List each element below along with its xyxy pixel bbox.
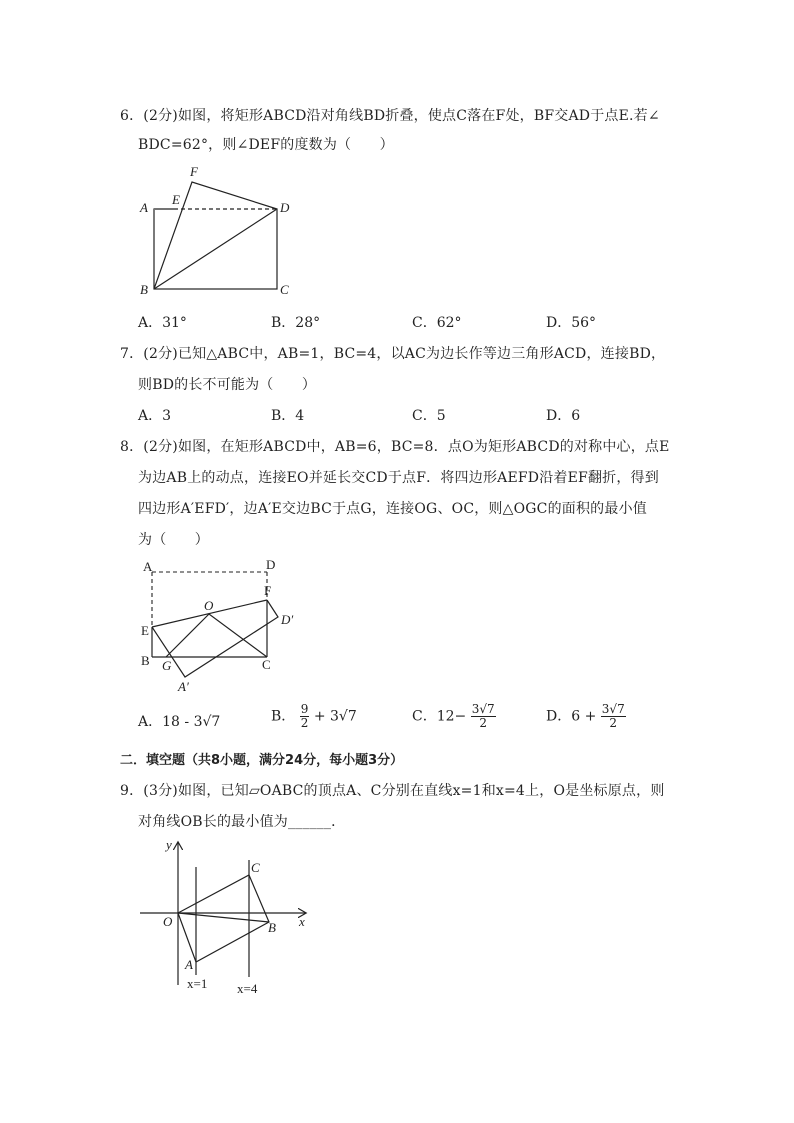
- q8-option-b-letter: B．: [271, 708, 296, 725]
- q7-option-c: C．5: [412, 408, 446, 424]
- label-b: B: [268, 920, 276, 935]
- label-c: C: [262, 657, 271, 672]
- q8-rectangle-flip-figure: [130, 555, 310, 700]
- label-a-prime: A′: [178, 679, 189, 694]
- frac-numerator: 3√7: [601, 702, 625, 716]
- q8-option-d-fraction: [601, 703, 626, 730]
- label-e: E: [141, 623, 149, 638]
- label-f: F: [264, 583, 272, 598]
- q8-option-a-letter: A．: [138, 714, 163, 730]
- q8-option-d-pre: 6 +: [571, 708, 597, 725]
- label-a: A: [143, 559, 153, 574]
- label-o: O: [163, 914, 173, 929]
- label-y: y: [166, 837, 172, 852]
- label-c: C: [251, 860, 260, 875]
- parallelogram-oabc: [178, 875, 269, 962]
- frac-numerator: 9: [300, 702, 309, 716]
- q6-rectangle-fold-figure: [130, 160, 300, 300]
- q8-line2: 为边AB上的动点，连接EO并延长交CD于点F．将四边形AEFD沿着EF翻折，得到: [138, 470, 659, 486]
- q6-option-c: C．62°: [412, 315, 462, 331]
- label-x: x: [299, 914, 305, 929]
- label-b: B: [140, 282, 148, 297]
- q8-line1: 8．(2分)如图，在矩形ABCD中，AB=6，BC=8．点O为矩形ABCD的对称中心，点E: [120, 439, 670, 455]
- q7-line1: 7．(2分)已知△ABC中，AB=1，BC=4，以AC为边长作等边三角形ACD，连接BD，: [120, 346, 666, 362]
- q8-option-b-fraction: [300, 703, 310, 730]
- q8-line3: 四边形A′EFD′，边A′E交边BC于点G，连接OG、OC，则△OGC的面积的最小值: [138, 501, 647, 517]
- label-x-eq-4: x=4: [237, 981, 258, 996]
- q9-coordinate-figure: [135, 835, 320, 1000]
- q9-line1: 9．(3分)如图，已知▱OABC的顶点A、C分别在直线x=1和x=4上，O是坐标原点，则: [120, 783, 665, 799]
- q6-option-a: A．31°: [138, 315, 187, 331]
- q6-line2: BDC=62°，则∠DEF的度数为（ ）: [138, 137, 394, 153]
- frac-denominator: 2: [300, 716, 309, 730]
- q8-option-b: [271, 703, 357, 730]
- q8-option-c: [412, 703, 496, 730]
- label-f: F: [190, 164, 198, 179]
- q6-option-d: D．56°: [546, 315, 597, 331]
- label-b: B: [141, 653, 150, 668]
- q7-line2: 则BD的长不可能为（ ）: [138, 377, 317, 393]
- q8-option-d-letter: D．: [546, 708, 572, 725]
- q6-option-b: B．28°: [271, 315, 321, 331]
- frac-denominator: 2: [609, 716, 618, 730]
- q7-option-d: D．6: [546, 408, 581, 424]
- frac-denominator: 2: [479, 716, 487, 730]
- q7-option-b: B．4: [271, 408, 305, 424]
- label-a: A: [140, 200, 148, 215]
- label-a: A: [185, 957, 193, 972]
- q8-line4: 为（ ）: [138, 532, 209, 548]
- q8-option-c-letter: C．: [412, 708, 437, 725]
- q7-option-a: A．3: [138, 408, 172, 424]
- label-x-eq-1: x=1: [187, 976, 208, 991]
- q8-option-d: [546, 703, 626, 730]
- frac-numerator: 3√7: [471, 702, 495, 716]
- label-d: D: [280, 200, 290, 215]
- q8-option-b-tail: + 3√7: [313, 708, 357, 725]
- q8-option-c-pre: 12−: [436, 708, 467, 725]
- diagonal-ob: [178, 913, 269, 922]
- q9-line2: 对角线OB长的最小值为______．: [138, 814, 346, 830]
- q6-line1: 6．(2分)如图，将矩形ABCD沿对角线BD折叠，使点C落在F处，BF交AD于点E.若∠: [120, 108, 660, 124]
- section-2-title: 二．填空题（共8小题，满分24分，每小题3分）: [120, 753, 404, 768]
- diagonal-bd: [154, 209, 277, 289]
- label-d: D: [266, 557, 276, 572]
- label-e: E: [172, 192, 180, 207]
- q8-option-c-fraction: [471, 703, 496, 730]
- label-o: O: [204, 598, 214, 613]
- q8-option-a: [138, 711, 220, 731]
- label-d-prime: D′: [281, 612, 294, 627]
- label-c: C: [280, 282, 289, 297]
- q8-option-a-text: 18 - 3√7: [162, 714, 221, 730]
- label-g: G: [162, 658, 172, 673]
